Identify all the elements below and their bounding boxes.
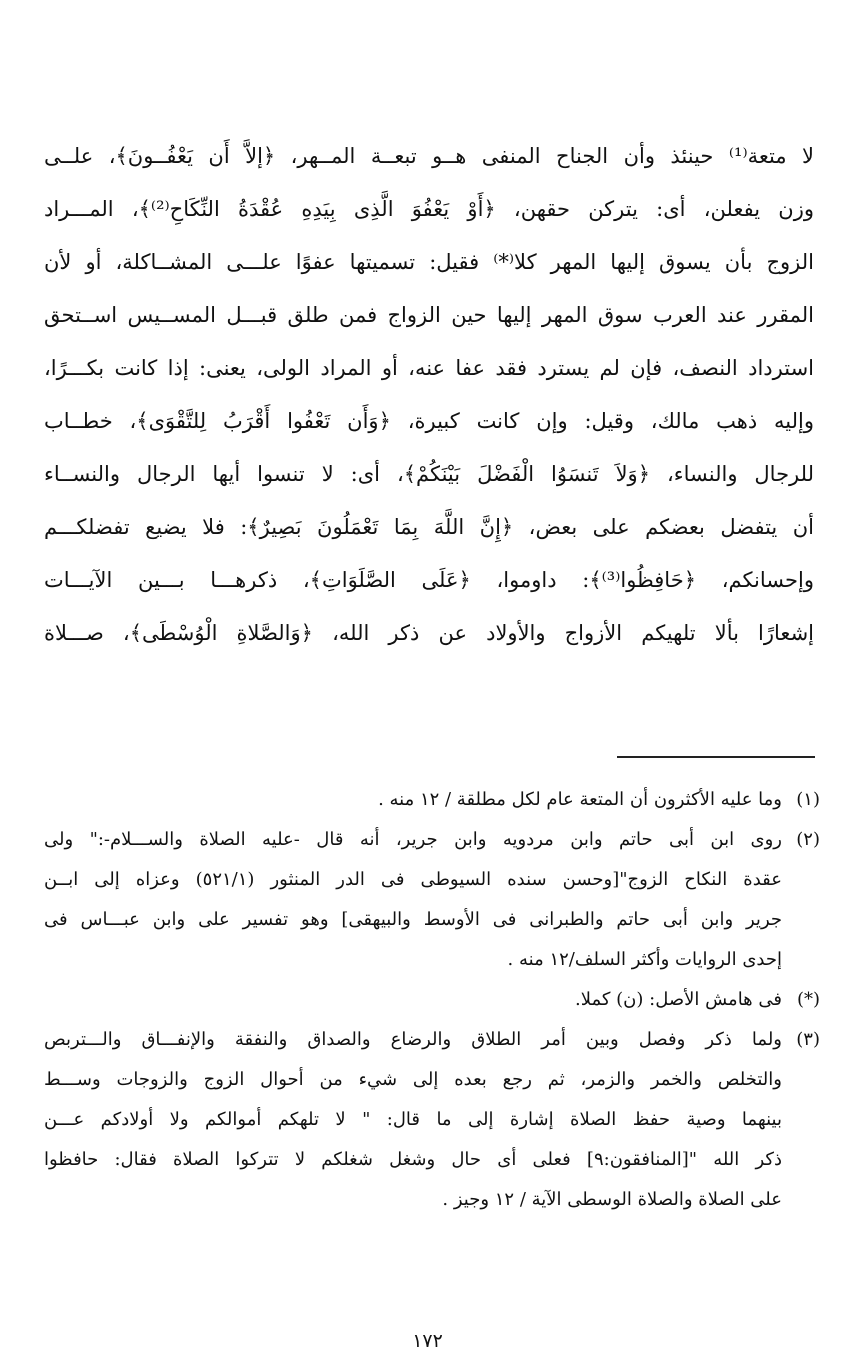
text-line: أن يتفضل بعضكم على بعض، ﴿إِنَّ اللَّهَ بِمَا تَعْمَلُونَ بَصِيرٌ﴾: فلا يضيع تفضلكـــم xyxy=(44,515,814,539)
footnote-separator xyxy=(617,756,815,758)
footnote-2 xyxy=(44,820,820,980)
footnote-line: ولما ذكر وفصل وبين أمر الطلاق والرضاع والصداق والنفقة والإنفـــاق والـــتربص xyxy=(44,1029,782,1050)
footnote-line: على الصلاة والصلاة الوسطى الآية / ١٢ وجيز . xyxy=(442,1189,782,1210)
text-line: وزن يفعلن، أى: يتركن حقهن، ﴿أَوْ يَعْفُوَ الَّذِى بِيَدِهِ عُقْدَةُ النِّكَاحِ⁽²⁾﴾، المـــراد xyxy=(44,197,814,221)
text-line: وإحسانكم، ﴿حَافِظُوا⁽³⁾﴾: داوموا، ﴿عَلَى الصَّلَوَاتِ﴾، ذكرهـــا بـــين الآيـــات xyxy=(44,568,814,592)
footnote-line: وما عليه الأكثرون أن المتعة عام لكل مطلقة / ١٢ منه . xyxy=(378,789,782,810)
footnote-number: (*) xyxy=(796,989,820,1010)
footnote-line: إحدى الروايات وأكثر السلف/١٢ منه . xyxy=(507,949,782,970)
footnote-3 xyxy=(44,1020,820,1220)
text-line: المقرر عند العرب سوق المهر إليها حين الزواج فمن طلق قبـــل المســيس اســتحق xyxy=(44,303,814,327)
footnote-line: فى هامش الأصل: (ن) كملا. xyxy=(574,989,782,1010)
footnote-1 xyxy=(44,780,820,820)
footnote-line: بينهما وصية حفظ الصلاة إشارة إلى ما قال: " لا تلهكم أموالكم ولا أولادكم عـــن xyxy=(44,1109,782,1130)
footnote-line: ذكر الله "[المنافقون:٩] فعلى أى حال وشغل شغلكم لا تتركوا الصلاة فقال: حافظوا xyxy=(44,1149,782,1170)
footnote-line: روى ابن أبى حاتم وابن مردويه وابن جرير، أنه قال -عليه الصلاة والســـلام-:" ولى xyxy=(44,829,782,850)
footnote-number: (١) xyxy=(796,789,820,810)
text-line: وإليه ذهب مالك، وقيل: وإن كانت كبيرة، ﴿وَأَن تَعْفُوا أَقْرَبُ لِلتَّقْوَى﴾، خطــاب xyxy=(44,409,814,433)
page-number: ١٧٢ xyxy=(412,1330,443,1352)
footnote-number: (٢) xyxy=(796,829,820,850)
footnote-line: والتخلص والخمر والزمر، ثم رجع بعده إلى شيء من أحوال الزوج والزوجات وســـط xyxy=(44,1069,782,1090)
footnotes xyxy=(44,780,820,1220)
text-line: لا متعة⁽¹⁾ حينئذ وأن الجناح المنفى هــو تبعــة المــهر، ﴿إلاَّ أَن يَعْفُــونَ﴾، علــى xyxy=(44,144,814,168)
footnote-line: جرير وابن أبى حاتم والطبرانى فى الأوسط والبيهقى] وهو تفسير على وابن عبـــاس فى xyxy=(44,909,782,930)
text-line: استرداد النصف، فإن لم يسترد فقد عفا عنه، أو المراد الولى، يعنى: إذا كانت بكـــرًا، xyxy=(44,356,814,380)
footnote-line: عقدة النكاح الزوج"[وحسن سنده السيوطى فى الدر المنثور (٥٢١/١) وعزاه إلى ابــن xyxy=(44,869,782,890)
text-line: للرجال والنساء، ﴿وَلاَ تَنسَوُا الْفَضْلَ بَيْنَكُمْ﴾، أى: لا تنسوا أيها الرجال والنســاء xyxy=(44,462,814,486)
footnote-number: (٣) xyxy=(796,1029,820,1050)
footnote-star xyxy=(44,980,820,1020)
main-text xyxy=(44,130,814,660)
text-line: إشعارًا بألا تلهيكم الأزواج والأولاد عن ذكر الله، ﴿وَالصَّلاةِ الْوُسْطَى﴾، صـــلاة xyxy=(44,621,814,645)
text-line: الزوج بأن يسوق إليها المهر كلا⁽*⁾ فقيل: تسميتها عفوًا علـــى المشــاكلة، أو لأن xyxy=(44,250,814,274)
